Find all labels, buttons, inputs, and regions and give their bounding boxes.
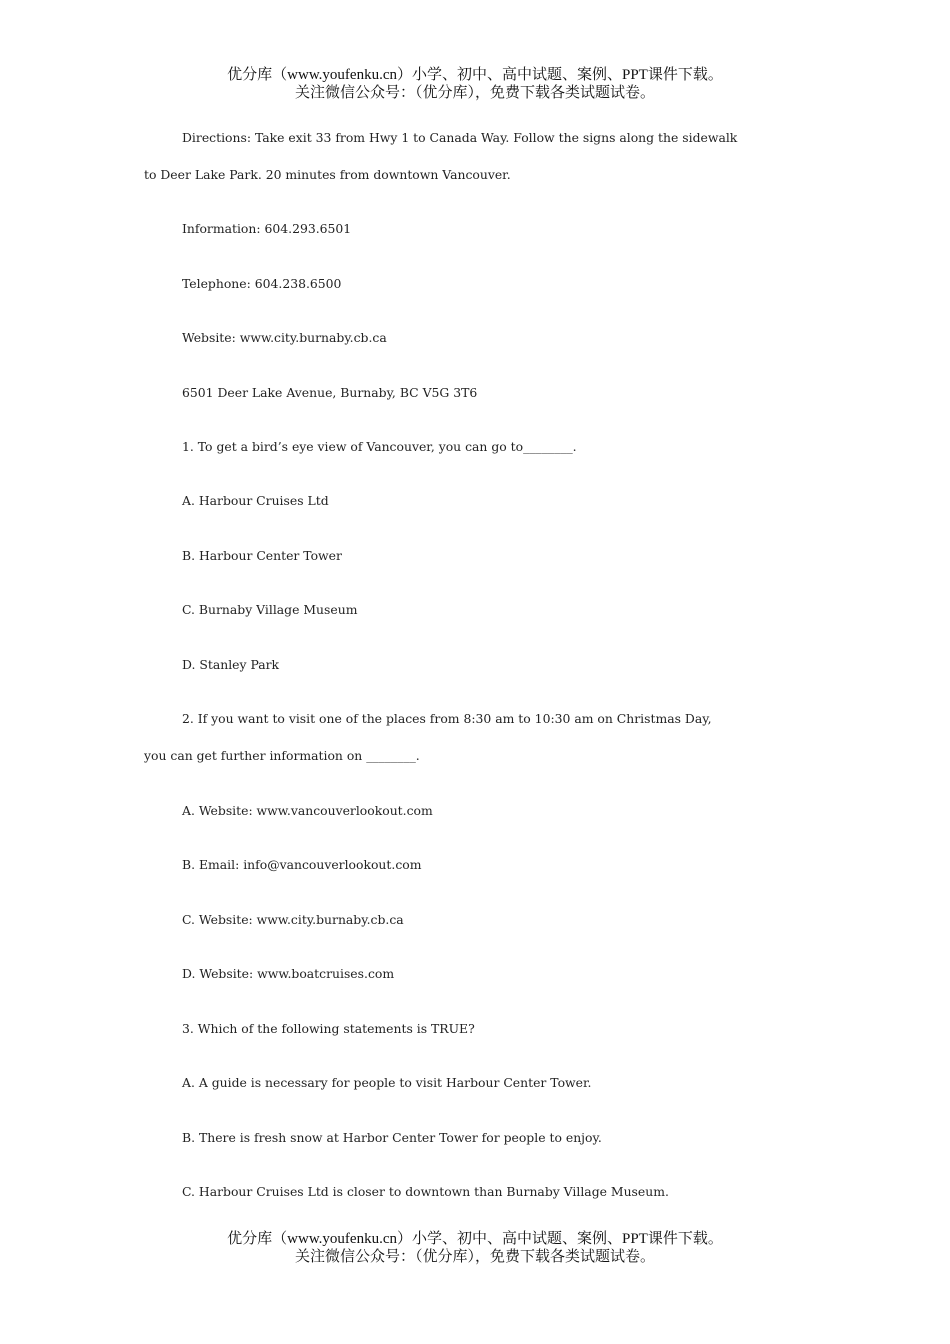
telephone: Telephone: 604.238.6500 [182,276,342,291]
question-3-stem: 3. Which of the following statements is TRUE? [182,1021,475,1036]
page-header [0,66,950,102]
directions-line-1: Directions: Take exit 33 from Hwy 1 to Canada Way. Follow the signs along the sidewalk [182,130,738,145]
question-2-stem-line-2: you can get further information on ________. [144,748,420,763]
question-2-option-c: C. Website: www.city.burnaby.cb.ca [182,912,404,927]
directions-line-2: to Deer Lake Park. 20 minutes from downtown Vancouver. [144,167,511,182]
question-1-option-a: A. Harbour Cruises Ltd [182,493,329,508]
page-footer [0,1230,950,1266]
footer-line-1: 优分库（www.youfenku.cn）小学、初中、高中试题、案例、PPT课件下载。 [227,1231,723,1247]
information-phone: Information: 604.293.6501 [182,221,352,236]
footer-line-2: 关注微信公众号：（优分库），免费下载各类试题试卷。 [294,1249,655,1265]
address: 6501 Deer Lake Avenue, Burnaby, BC V5G 3T6 [182,385,478,400]
question-1-option-d: D. Stanley Park [182,657,280,672]
question-3-option-a: A. A guide is necessary for people to visit Harbour Center Tower. [182,1075,592,1090]
question-2-option-d: D. Website: www.boatcruises.com [182,966,395,981]
question-1-option-c: C. Burnaby Village Museum [182,602,358,617]
question-2-stem-line-1: 2. If you want to visit one of the places from 8:30 am to 10:30 am on Christmas Day, [182,711,712,726]
question-1-stem: 1. To get a bird’s eye view of Vancouver, you can go to________. [182,439,577,454]
question-1-option-b: B. Harbour Center Tower [182,548,342,563]
header-line-1: 优分库（www.youfenku.cn）小学、初中、高中试题、案例、PPT课件下载。 [227,67,723,83]
question-2-option-b: B. Email: info@vancouverlookout.com [182,857,422,872]
website: Website: www.city.burnaby.cb.ca [182,330,387,345]
question-3-option-c: C. Harbour Cruises Ltd is closer to downtown than Burnaby Village Museum. [182,1184,669,1199]
question-3-option-b: B. There is fresh snow at Harbor Center Tower for people to enjoy. [182,1130,602,1145]
question-2-option-a: A. Website: www.vancouverlookout.com [182,803,433,818]
header-line-2: 关注微信公众号：（优分库），免费下载各类试题试卷。 [294,85,655,101]
